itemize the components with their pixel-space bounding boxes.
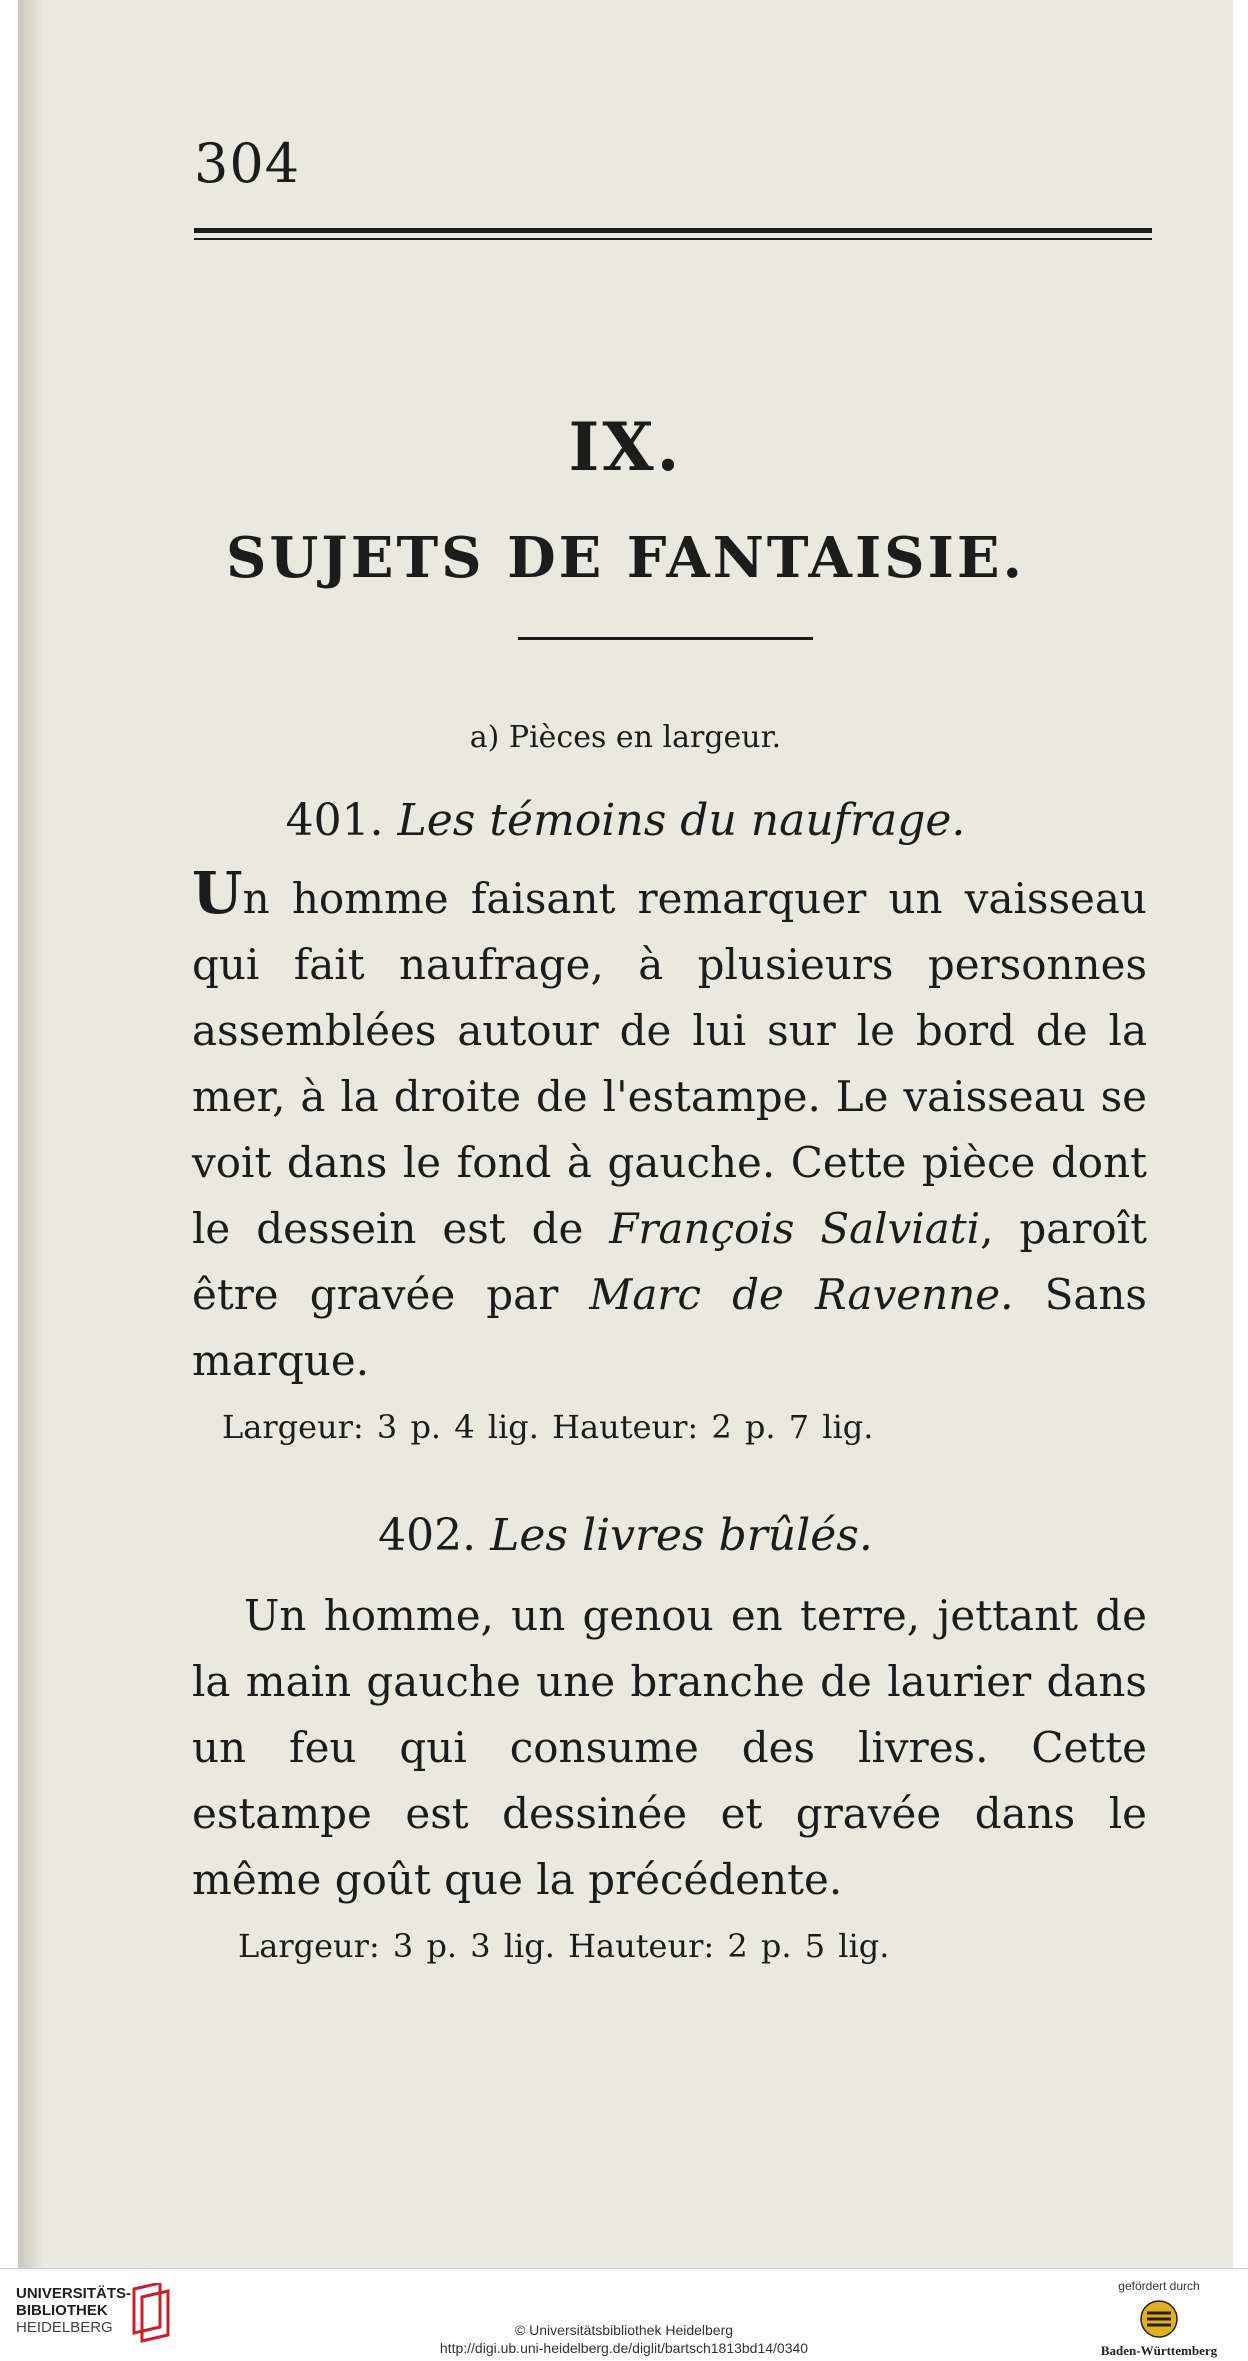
section-divider bbox=[518, 637, 813, 640]
coat-of-arms-icon bbox=[1139, 2299, 1179, 2339]
entry-number: 402. bbox=[378, 1510, 477, 1561]
header-rule-thick bbox=[194, 228, 1152, 233]
entry-402-title bbox=[18, 1510, 1233, 1561]
entry-401-description bbox=[192, 860, 1147, 1394]
entry-number: 401. bbox=[285, 795, 384, 846]
engraver-name: Marc de Ravenne. bbox=[589, 1270, 1014, 1319]
source-url[interactable]: http://digi.ub.uni-heidelberg.de/diglit/bartsch1813bd14/0340 bbox=[439, 2340, 809, 2356]
section-title: SUJETS DE FANTAISIE. bbox=[226, 525, 1025, 591]
header-rule-thin bbox=[194, 238, 1152, 240]
designer-name: François Salviati bbox=[609, 1204, 981, 1253]
entry-402-description: Un homme, un genou en terre, jettant de la main gauche une branche de laurier dans un feu qui consume des livres. Cette estampe est dessinée et gravée dans le même goût que la précédente. bbox=[192, 1591, 1147, 1904]
description-text: Sans marque. bbox=[192, 1270, 1147, 1385]
entry-401-dimensions: Largeur: 3 p. 4 lig. Hauteur: 2 p. 7 lig. bbox=[222, 1408, 874, 1446]
scanned-page bbox=[18, 0, 1233, 2268]
sponsor-block bbox=[1084, 2279, 1234, 2359]
entry-402-dimensions: Largeur: 3 p. 3 lig. Hauteur: 2 p. 5 lig. bbox=[238, 1927, 890, 1965]
sponsor-name: Baden-Württemberg bbox=[1100, 2343, 1218, 2358]
footer-bar bbox=[0, 2268, 1248, 2361]
description-text: n homme faisant remarquer un vaisseau qui fait naufrage, à plusieurs personnes assemblées autour de lui sur le bord de la mer, à la droite de l'estampe. Le vaisseau se voit dans le fond à gauche. Cette pièce dont le dessein est de bbox=[192, 874, 1147, 1253]
entry-name: Les livres brûlés. bbox=[490, 1510, 873, 1561]
entry-401-title bbox=[18, 795, 1233, 846]
page-number: 304 bbox=[194, 132, 301, 195]
drop-cap: U bbox=[192, 859, 243, 927]
footer-credits bbox=[0, 2321, 1248, 2357]
sponsor-label: gefördert durch bbox=[1118, 2279, 1200, 2293]
copyright-text: © Universitätsbibliothek Heidelberg bbox=[514, 2322, 734, 2338]
library-name-line3: HEIDELBERG bbox=[16, 2319, 113, 2336]
entry-name: Les témoins du naufrage. bbox=[397, 795, 966, 846]
subsection-heading: a) Pièces en largeur. bbox=[469, 720, 782, 755]
description-text: , paroît être gravée par bbox=[192, 1204, 1147, 1319]
page-edge-shadow bbox=[18, 0, 44, 2268]
library-name-line2: BIBLIOTHEK bbox=[16, 2302, 108, 2319]
library-name-line1: UNIVERSITÄTS- bbox=[16, 2285, 132, 2302]
chapter-numeral: IX. bbox=[568, 408, 683, 486]
